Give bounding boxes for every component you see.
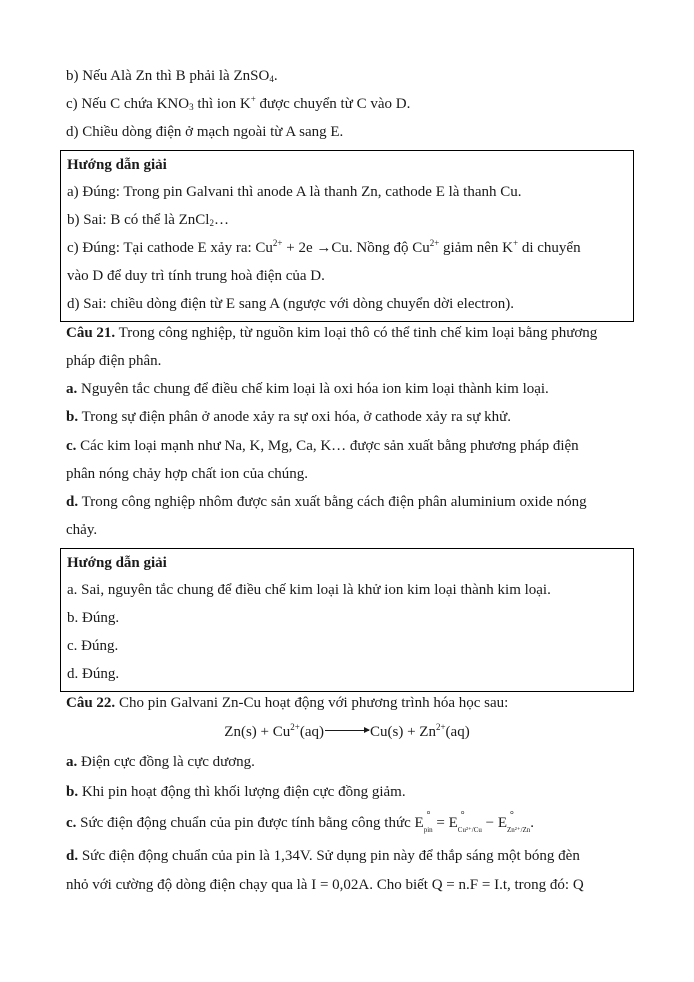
question-22-option-c	[66, 810, 535, 840]
question-21-option-a	[66, 379, 549, 399]
solution-b	[67, 210, 229, 230]
question-21-option-d-cont: chảy.	[66, 522, 98, 538]
statement-c	[66, 94, 410, 114]
solution-title: Hướng dẫn giải	[67, 555, 167, 571]
option-text: Các kim loại mạnh như Na, K, Mg, Ca, K… được sản xuất bằng phương pháp điện	[76, 438, 579, 454]
formula-e: E	[414, 815, 424, 831]
option-label: d.	[66, 848, 79, 864]
statement-d: d) Chiều dòng điện ở mạch ngoài từ A sang E.	[66, 124, 344, 140]
statement-b-end: .	[273, 68, 278, 84]
equation-right-end: (aq)	[445, 724, 470, 740]
formula-equals: =	[432, 815, 449, 831]
solution-c	[67, 238, 581, 258]
reaction-arrow-icon	[325, 730, 369, 731]
e-pin	[414, 810, 433, 840]
degree-sign: °	[509, 810, 514, 821]
option-label: b.	[66, 409, 79, 425]
question-21-option-d	[66, 492, 587, 512]
e-zn	[497, 810, 531, 840]
question-22-option-a	[66, 752, 255, 772]
option-label: a.	[66, 754, 78, 770]
superscript: +	[513, 238, 519, 248]
question-number: Câu 22.	[66, 695, 116, 711]
superscript: +	[250, 94, 256, 104]
question-22-option-b	[66, 782, 406, 802]
formula-e: E	[497, 815, 507, 831]
option-label: b.	[66, 784, 79, 800]
equation-left-end: (aq)	[299, 724, 324, 740]
superscript: 2+	[290, 722, 300, 732]
solution-c-continued: vào D để duy trì tính trung hoà điện của D.	[67, 268, 325, 284]
question-22-stem	[66, 693, 508, 713]
formula-subscript: Zn²⁺/Zn	[507, 826, 531, 834]
question-22-option-d	[66, 846, 580, 866]
solution-b: b. Đúng.	[67, 610, 120, 626]
statement-c-mid: thì ion K	[193, 96, 251, 112]
solution-c: c. Đúng.	[67, 638, 119, 654]
e-cu	[448, 810, 482, 840]
option-text: Điện cực đồng là cực dương.	[77, 754, 255, 770]
option-label: a.	[66, 381, 78, 397]
formula-minus: −	[481, 815, 498, 831]
superscript: 2+	[435, 722, 446, 732]
question-number: Câu 21.	[66, 325, 116, 341]
option-label: c.	[66, 815, 77, 831]
formula-subscript: pin	[423, 826, 433, 834]
question-21-option-b	[66, 407, 511, 427]
equation-right: Cu(s) + Zn	[370, 724, 436, 740]
question-stem: Trong công nghiệp, từ nguồn kim loại thô có thể tinh chế kim loại bằng phương	[115, 325, 598, 341]
formula-end: .	[530, 815, 535, 831]
option-text: Sức điện động chuẩn của pin là 1,34V. Sử dụng pin này để thắp sáng một bóng đèn	[78, 848, 580, 864]
statement-b-text: b) Nếu Alà Zn thì B phải là ZnSO	[66, 68, 270, 84]
superscript: 2+	[429, 238, 440, 248]
option-text: Sức điện động chuẩn của pin được tính bằng công thức	[76, 815, 415, 831]
option-text: Khi pin hoạt động thì khối lượng điện cực đồng giảm.	[78, 784, 406, 800]
subscript: 4	[269, 74, 274, 84]
solution-a: a) Đúng: Trong pin Galvani thì anode A là thanh Zn, cathode E là thanh Cu.	[67, 184, 522, 200]
solution-d: d. Đúng.	[67, 666, 120, 682]
superscript: 2+	[272, 238, 283, 248]
option-label: c.	[66, 438, 77, 454]
degree-sign: °	[426, 810, 431, 821]
reaction-equation	[0, 722, 694, 742]
solution-box-1	[60, 150, 634, 322]
question-21-option-c-cont: phân nóng chảy hợp chất ion của chúng.	[66, 466, 309, 482]
emf-formula	[414, 810, 535, 834]
degree-sign: °	[460, 810, 465, 821]
option-label: d.	[66, 494, 79, 510]
solution-a: a. Sai, nguyên tắc chung để điều chế kim loại là khử ion kim loại thành kim loại.	[67, 582, 551, 598]
question-22-option-d-cont: nhỏ với cường độ dòng điện chạy qua là I = 0,02A. Cho biết Q = n.F = I.t, trong đó: Q	[66, 877, 584, 893]
option-text: Trong công nghiệp nhôm được sản xuất bằng cách điện phân aluminium oxide nóng	[78, 494, 587, 510]
formula-subscript: Cu²⁺/Cu	[457, 826, 482, 834]
subscript: 2	[209, 218, 214, 228]
question-stem: Cho pin Galvani Zn-Cu hoạt động với phương trình hóa học sau:	[115, 695, 509, 711]
statement-b	[66, 66, 278, 86]
statement-c-end: được chuyển từ C vào D.	[255, 96, 411, 112]
question-21-stem-cont: pháp điện phân.	[66, 353, 162, 369]
question-21-option-c	[66, 436, 579, 456]
solution-d: d) Sai: chiều dòng điện từ E sang A (ngược với dòng chuyển dời electron).	[67, 296, 515, 312]
equation-left: Zn(s) + Cu	[224, 724, 291, 740]
solution-title: Hướng dẫn giải	[67, 157, 167, 173]
solution-c-end: di chuyển	[518, 240, 581, 256]
solution-c-mid1: + 2e →Cu. Nồng độ Cu	[282, 240, 430, 256]
solution-box-2	[60, 548, 634, 692]
formula-e: E	[448, 815, 458, 831]
solution-b-text: b) Sai: B có thể là ZnCl	[67, 212, 210, 228]
option-text: Nguyên tắc chung để điều chế kim loại là oxi hóa ion kim loại thành kim loại.	[77, 381, 549, 397]
solution-b-end: …	[213, 212, 229, 228]
solution-c-mid2: giảm nên K	[439, 240, 514, 256]
question-21-stem	[66, 323, 597, 343]
subscript: 3	[189, 102, 194, 112]
solution-c-text: c) Đúng: Tại cathode E xảy ra: Cu	[67, 240, 273, 256]
statement-c-text: c) Nếu C chứa KNO	[66, 96, 190, 112]
option-text: Trong sự điện phân ở anode xảy ra sự oxi hóa, ở cathode xảy ra sự khử.	[78, 409, 511, 425]
